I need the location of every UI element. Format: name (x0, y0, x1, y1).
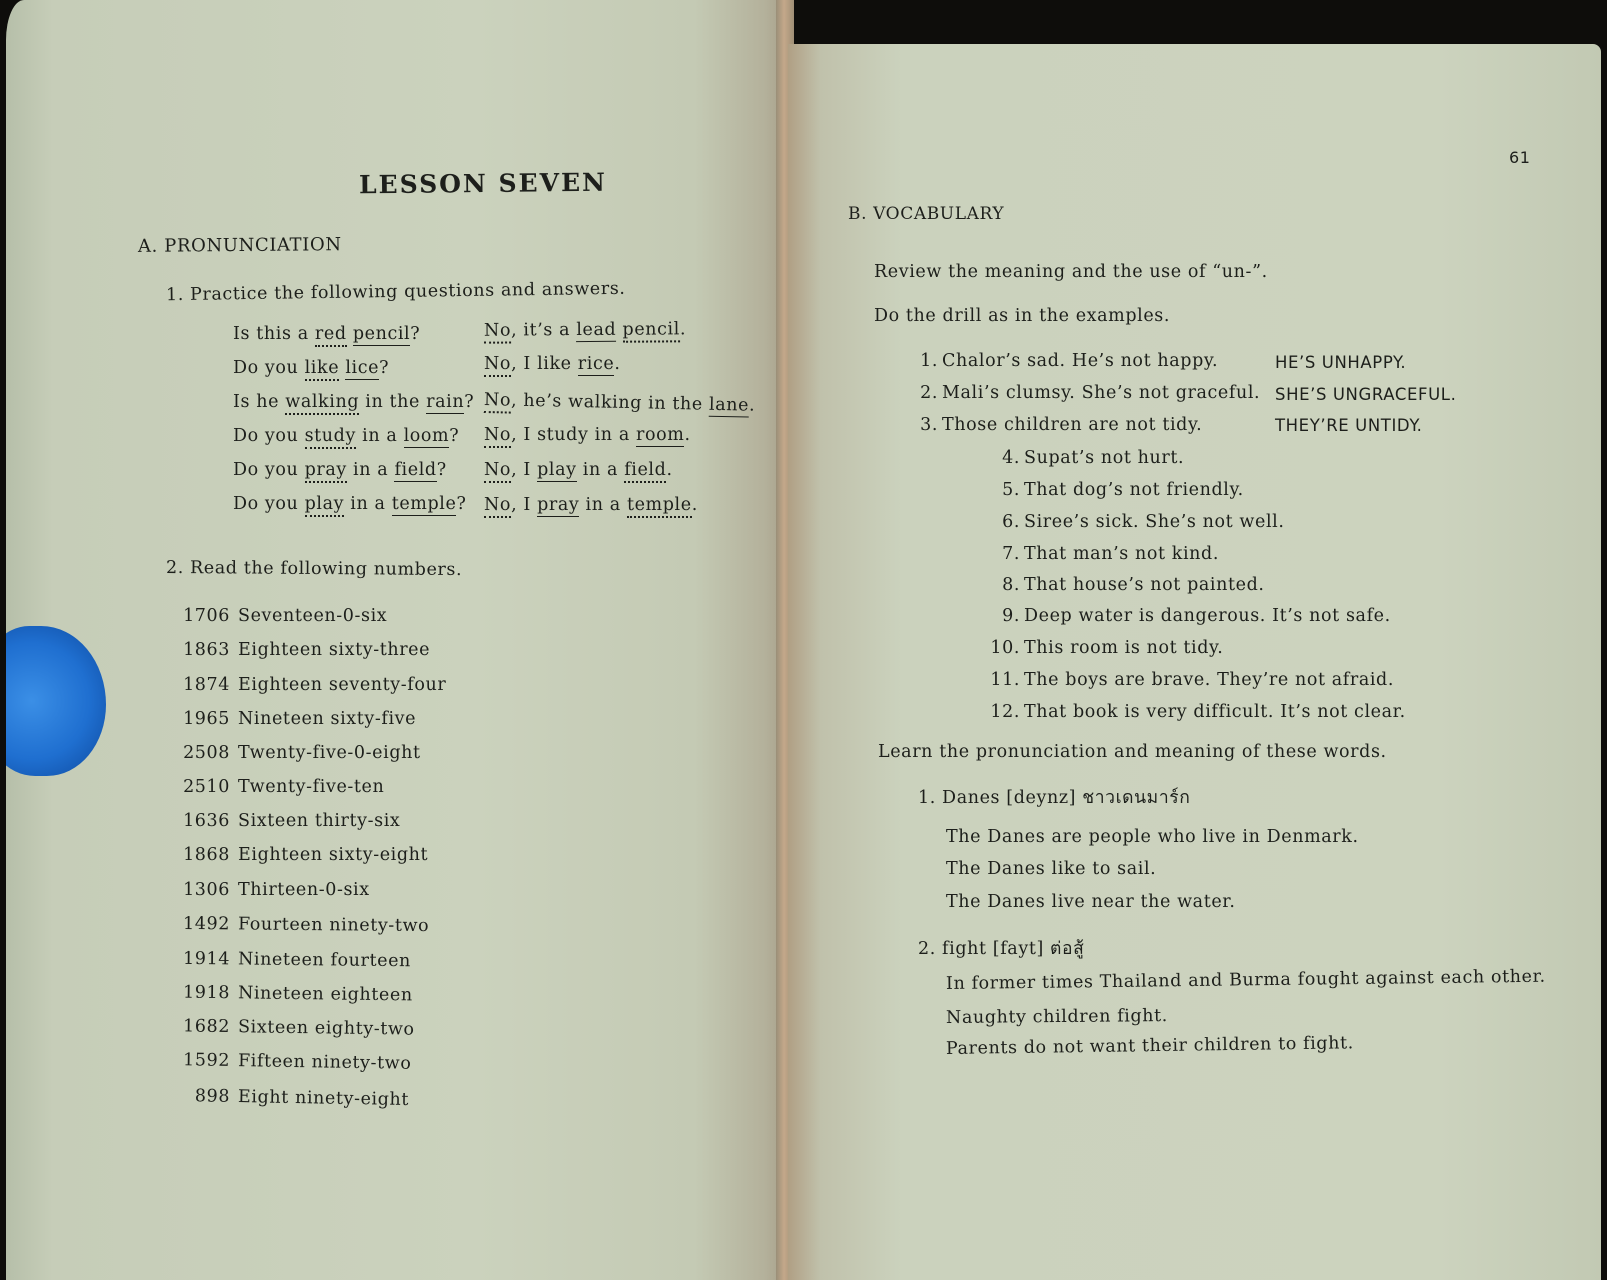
item-number: 2. (920, 383, 938, 403)
q-word: red (315, 324, 347, 347)
q-word: lice (345, 358, 380, 378)
number-row (178, 913, 430, 937)
number-row (178, 711, 416, 729)
answer-3 (484, 392, 756, 415)
example-answer: SHE’S UNGRACEFUL. (1275, 385, 1457, 404)
q-text: Is this a (233, 324, 315, 344)
word-heading-danes: 1. Danes [deynz] ชาวเดนมาร์ก (918, 788, 1191, 808)
answer-1 (484, 321, 686, 340)
drill-text: Supat’s not hurt. (1024, 448, 1185, 468)
a-text: . (684, 425, 691, 445)
a-word: field (624, 460, 666, 483)
a-text: . (666, 460, 673, 480)
number-words: Twenty-five-ten (238, 777, 385, 797)
word-sentence: Naughty children fight. (945, 1006, 1169, 1028)
a-word: temple (627, 495, 692, 518)
item-number: 7. (1002, 544, 1020, 564)
drill-text: Siree’s sick. She’s not well. (1024, 512, 1285, 532)
instruction-2: 2. Read the following numbers. (165, 557, 463, 581)
example-text: Those children are not tidy. (942, 415, 1203, 435)
number-digits: 2510 (183, 777, 230, 797)
a-text: , he’s walking in the (510, 390, 710, 415)
a-text: , I like (511, 354, 578, 374)
q-text: ? (449, 426, 460, 446)
question-3 (233, 394, 474, 412)
drill-text: The boys are brave. They’re not afraid. (1024, 670, 1395, 690)
number-row (178, 1052, 412, 1073)
item-number: 9. (1002, 606, 1020, 626)
drill-text: Deep water is dangerous. It’s not safe. (1024, 606, 1391, 626)
a-word: rice (577, 354, 615, 374)
drill-text: That dog’s not friendly. (1024, 480, 1244, 500)
example-row (916, 417, 1202, 435)
a-word: No (484, 495, 511, 518)
a-text: . (679, 319, 687, 340)
number-words: Nineteen eighteen (237, 983, 413, 1006)
item-number: 11. (990, 670, 1020, 690)
drill-line: Do the drill as in the examples. (874, 306, 1171, 326)
question-5 (233, 462, 447, 480)
number-digits: 1914 (182, 948, 231, 970)
answer-6 (484, 497, 698, 515)
drill-item (988, 546, 1219, 564)
q-text: Do you (233, 358, 305, 378)
word-sentence: The Danes live near the water. (946, 892, 1236, 912)
a-text (616, 320, 622, 340)
drill-item (988, 672, 1394, 690)
q-text: in a (355, 426, 404, 446)
a-word: pray (537, 495, 580, 515)
number-words: Eighteen sixty-eight (238, 845, 429, 865)
item-number: 6. (1002, 512, 1020, 532)
drill-item (988, 577, 1265, 595)
number-row (178, 745, 421, 763)
example-text: Mali’s clumsy. She’s not graceful. (942, 383, 1261, 403)
item-number: 1. (920, 351, 938, 371)
a-text: , I study in a (511, 425, 637, 445)
blue-bookmark-tuft (6, 626, 106, 776)
number-words: Nineteen sixty-five (238, 709, 417, 729)
number-digits: 1636 (183, 811, 230, 831)
number-digits: 1868 (183, 845, 230, 865)
number-digits: 1874 (183, 675, 230, 695)
number-words: Nineteen fourteen (237, 949, 412, 972)
number-row (178, 779, 384, 797)
word-sentence: The Danes like to sail. (946, 859, 1157, 879)
q-text: ? (436, 460, 447, 480)
a-text: , I (511, 460, 538, 480)
word-sentence: The Danes are people who live in Denmark. (946, 827, 1359, 847)
lesson-title: LESSON SEVEN (358, 167, 608, 200)
item-number: 12. (990, 702, 1020, 722)
number-words: Twenty-five-0-eight (238, 743, 421, 763)
number-row (178, 1088, 409, 1110)
number-digits: 1965 (183, 709, 230, 729)
review-line: Review the meaning and the use of “un-”. (874, 262, 1268, 282)
a-text: . (748, 395, 756, 416)
drill-text: That house’s not painted. (1024, 575, 1265, 595)
a-word: lane (708, 394, 750, 416)
item-number: 10. (990, 638, 1020, 658)
number-digits: 1592 (182, 1050, 231, 1071)
number-words: Eighteen seventy-four (238, 675, 447, 695)
number-row (178, 847, 428, 865)
number-row (178, 677, 446, 695)
a-text: . (691, 495, 698, 515)
number-words: Sixteen eighty-two (237, 1017, 415, 1040)
number-row (178, 642, 430, 660)
section-b-heading: B. VOCABULARY (848, 204, 1005, 224)
q-text: Is he (233, 392, 286, 412)
a-word: No (484, 354, 511, 377)
number-digits: 1682 (182, 1016, 231, 1038)
number-row (178, 948, 412, 972)
q-word: play (305, 494, 345, 517)
number-words: Eighteen sixty-three (238, 640, 431, 660)
a-text: , I (511, 495, 538, 515)
q-text (347, 324, 353, 344)
number-digits: 898 (194, 1086, 231, 1107)
a-word: No (484, 425, 511, 448)
learn-line: Learn the pronunciation and meaning of these words. (878, 742, 1387, 762)
q-text: ? (379, 358, 390, 378)
a-word: lead (576, 319, 617, 341)
item-number: 8. (1002, 575, 1020, 595)
q-text: in a (346, 460, 395, 480)
number-words: Fifteen ninety-two (237, 1051, 412, 1074)
example-answer: THEY’RE UNTIDY. (1275, 416, 1423, 435)
word-sentence: In former times Thailand and Burma fought against each other. (945, 966, 1546, 994)
drill-item (988, 608, 1391, 626)
a-text: in a (576, 460, 625, 480)
item-number: 4. (1002, 448, 1020, 468)
q-text: ? (464, 392, 475, 412)
a-word: room (636, 425, 685, 445)
right-page (788, 44, 1601, 1280)
number-digits: 1863 (183, 640, 230, 660)
a-word: No (484, 321, 511, 344)
question-6 (233, 496, 466, 514)
number-words: Sixteen thirty-six (238, 811, 401, 831)
q-word: field (394, 460, 437, 480)
number-words: Eight ninety-eight (237, 1087, 410, 1111)
a-word: pencil (622, 319, 680, 342)
q-word: like (305, 358, 340, 381)
q-word: rain (426, 392, 465, 412)
drill-item (988, 450, 1184, 468)
question-4 (233, 428, 459, 446)
q-word: temple (391, 494, 457, 514)
item-number: 3. (920, 415, 938, 435)
word-heading-fight: 2. fight [fayt] ต่อสู้ (918, 939, 1085, 959)
number-digits: 2508 (183, 743, 230, 763)
example-answer: HE’S UNHAPPY. (1275, 353, 1407, 372)
q-word: pencil (352, 324, 411, 344)
q-text: Do you (233, 494, 305, 514)
left-page (6, 0, 788, 1280)
number-row (178, 882, 370, 900)
q-text: ? (456, 494, 467, 514)
number-digits: 1706 (183, 606, 230, 626)
instruction-1: 1. Practice the following questions and answers. (165, 278, 626, 306)
q-text: in the (359, 392, 427, 412)
a-text: . (614, 354, 621, 374)
answer-5 (484, 462, 673, 480)
answer-2 (484, 356, 620, 374)
drill-item (988, 704, 1406, 722)
example-row (916, 385, 1260, 403)
drill-text: That book is very difficult. It’s not clear. (1024, 702, 1406, 722)
number-row (178, 608, 387, 626)
drill-item (988, 514, 1285, 532)
q-text: ? (410, 324, 421, 344)
a-word: No (484, 390, 512, 414)
drill-item (988, 482, 1244, 500)
example-text: Chalor’s sad. He’s not happy. (942, 351, 1219, 371)
q-word: pray (305, 460, 347, 483)
q-text: in a (344, 494, 392, 514)
number-row (178, 813, 400, 831)
number-digits: 1492 (182, 913, 231, 935)
a-text: , it’s a (510, 320, 577, 341)
item-number: 5. (1002, 480, 1020, 500)
number-words: Thirteen-0-six (238, 880, 370, 900)
a-word: No (484, 460, 511, 483)
q-word: walking (285, 392, 359, 415)
section-a-heading: A. PRONUNCIATION (137, 234, 342, 257)
number-words: Seventeen-0-six (238, 606, 388, 626)
a-word: play (537, 460, 577, 480)
drill-text: That man’s not kind. (1024, 544, 1220, 564)
a-text: in a (579, 495, 627, 515)
q-text: Do you (233, 460, 305, 480)
example-row (916, 353, 1218, 371)
question-2 (233, 360, 389, 378)
q-word: study (305, 426, 356, 449)
drill-text: This room is not tidy. (1024, 638, 1224, 658)
q-word: loom (403, 426, 450, 446)
answer-4 (484, 427, 691, 445)
page-number: 61 (1509, 148, 1531, 167)
number-digits: 1306 (183, 880, 230, 900)
number-row (178, 1018, 415, 1039)
number-row (178, 982, 413, 1006)
number-words: Fourteen ninety-two (237, 914, 430, 937)
q-text: Do you (233, 426, 305, 446)
word-sentence: Parents do not want their children to fight. (945, 1033, 1354, 1059)
number-digits: 1918 (182, 982, 231, 1004)
question-1 (233, 326, 420, 344)
drill-item (988, 640, 1223, 658)
